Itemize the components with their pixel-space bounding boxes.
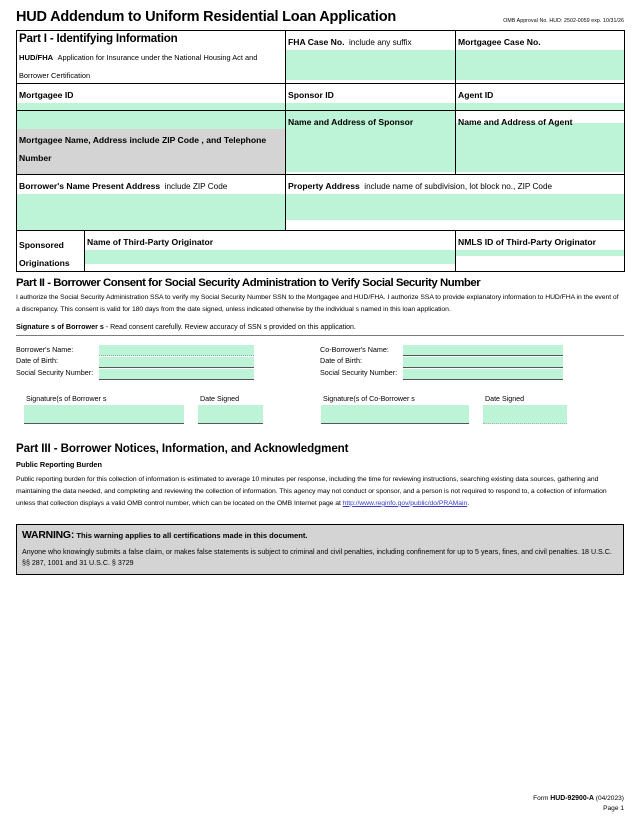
table-row: [17, 175, 625, 231]
prb-text-after-link: .: [467, 499, 470, 507]
mortgagee-name-address-cell[interactable]: [17, 111, 286, 175]
sponsor-name-address-cell[interactable]: [286, 111, 456, 175]
form-date: (04/2023): [593, 795, 624, 803]
mortgagee-name-input[interactable]: [17, 111, 285, 129]
borrower-column: [16, 344, 320, 381]
agent-id-label: Agent ID: [458, 90, 494, 101]
borrower-dob-field-label: Date of Birth:: [16, 356, 58, 366]
public-reporting-burden-paragraph: [16, 474, 624, 509]
fha-case-no-label: FHA Case No.: [288, 36, 345, 47]
prb-text-before-link: Public reporting burden for this collection of information is estimated to average 10 minutes per response, including the time for reviewing instructions, searching existing data sources, gathering and maintaining the data needed, and completing and reviewing the collection of information. This agency may not conduct or sponsor, and a person is not required to respond to, a collection of information unless that collection displays a valid OMB control number, which can be located on the OMB Internet page at: [16, 476, 607, 507]
agent-id-cell[interactable]: [456, 84, 625, 111]
coborrower-signature-label: Signature(s of Co-Borrower s: [323, 394, 415, 403]
coborrower-ssn-field-label: Social Security Number:: [320, 368, 398, 378]
third-party-originator-input[interactable]: [85, 250, 455, 264]
table-row: [17, 111, 625, 175]
agent-name-address-cell[interactable]: [456, 111, 625, 175]
borrower-date-signed-group: [198, 395, 263, 425]
part2-heading: Part II - Borrower Consent for Social Security Administration to Verify Social Security Number: [16, 277, 481, 290]
nmls-id-label: NMLS ID of Third-Party Originator: [458, 237, 596, 248]
nmls-id-cell[interactable]: [456, 231, 625, 272]
coborrower-name-input[interactable]: [403, 345, 563, 356]
agent-id-input[interactable]: [456, 103, 624, 110]
coborrower-field-labels: [320, 344, 403, 381]
mortgagee-id-input[interactable]: [17, 103, 285, 110]
table-row: [17, 84, 625, 111]
warning-box: [16, 524, 624, 576]
coborrower-date-signed-label: Date Signed: [485, 394, 525, 403]
warning-title: WARNING:: [22, 529, 75, 541]
omb-approval-text: OMB Approval No. HUD: 2502-0059 exp. 10/31/26: [503, 17, 624, 24]
coborrower-ssn-input[interactable]: [403, 369, 563, 380]
agent-name-address-label: Name and Address of Agent: [458, 117, 573, 128]
borrower-name-field-label: Borrower's Name:: [16, 344, 74, 354]
warning-heading: [22, 529, 618, 544]
borrower-signature-label: Signature(s of Borrower s: [26, 394, 107, 403]
table-row: [17, 30, 625, 83]
sponsored-originations-table: [16, 230, 625, 272]
borrower-name-input[interactable]: [99, 345, 254, 356]
borrower-date-signed-label: Date Signed: [200, 394, 240, 403]
third-party-originator-label: Name of Third-Party Originator: [87, 237, 214, 248]
fha-case-no-hint: include any suffix: [348, 37, 412, 47]
borrower-dob-input[interactable]: [99, 357, 254, 368]
borrower-ssn-input[interactable]: [99, 369, 254, 380]
document-header: [16, 10, 624, 30]
property-address-hint: include name of subdivision, lot block no., ZIP Code: [364, 182, 553, 192]
coborrower-dob-input[interactable]: [403, 357, 563, 368]
warning-body: Anyone who knowingly submits a false claim, or makes false statements is subject to criminal and civil penalties, including confinement for up to 5 years, fines, and civil penalties. 18 U.S.C. §§ 287, 1001 and 31 U.S.C. § 3729: [22, 548, 612, 568]
sponsor-id-cell[interactable]: [286, 84, 456, 111]
mortgagee-case-no-cell[interactable]: [456, 30, 625, 83]
page-title: HUD Addendum to Uniform Residential Loan Application: [16, 9, 397, 25]
part1-subheading-rest: Application for Insurance under the National Housing Act and Borrower Certification: [19, 53, 258, 81]
part2-signature-note: [16, 322, 624, 336]
borrower-signature-input[interactable]: [24, 405, 184, 424]
agent-name-address-input[interactable]: [456, 123, 624, 172]
borrower-name-present-address-cell[interactable]: [17, 175, 286, 231]
borrower-name-present-address-input[interactable]: [17, 194, 285, 230]
borrower-field-labels: [16, 344, 99, 381]
warning-subtitle: This warning applies to all certifications made in this document.: [76, 530, 308, 540]
page-number: Page 1: [603, 805, 624, 813]
part2-signature-note-rest: - Read consent carefully. Review accuracy of SSN s provided on this application.: [105, 323, 356, 331]
public-reporting-burden-subheading: Public Reporting Burden: [16, 460, 102, 470]
borrower-date-signed-input[interactable]: [198, 405, 263, 424]
form-prefix: Form: [533, 795, 551, 803]
table-row: [17, 231, 625, 272]
part1-heading-cell: [17, 30, 286, 83]
mortgagee-name-address-label: Mortgagee Name, Address include ZIP Code , and Telephone Number: [19, 135, 267, 164]
pramain-link[interactable]: http://www.reginfo.gov/public/do/PRAMain: [342, 499, 468, 507]
nmls-id-input[interactable]: [456, 250, 624, 256]
property-address-cell[interactable]: [286, 175, 625, 231]
borrower-ssn-field-label: Social Security Number:: [16, 368, 94, 378]
sponsored-originations-label-cell: [17, 231, 85, 272]
coborrower-column: [320, 344, 624, 381]
property-address-input[interactable]: [286, 194, 624, 220]
coborrower-dob-field-label: Date of Birth:: [320, 356, 362, 366]
coborrower-field-inputs: [403, 344, 563, 381]
mortgagee-case-no-input[interactable]: [456, 50, 624, 80]
mortgagee-id-label: Mortgagee ID: [19, 90, 74, 101]
coborrower-date-signed-group: [483, 395, 567, 425]
coborrower-signature-group: [321, 395, 469, 425]
borrower-field-inputs: [99, 344, 254, 381]
sponsor-name-address-input[interactable]: [286, 123, 455, 172]
part3-heading: Part III - Borrower Notices, Information, and Acknowledgment: [16, 442, 349, 456]
borrower-identity-fields: [16, 344, 624, 381]
signature-row: [16, 395, 624, 425]
part2-consent-paragraph: I authorize the Social Security Administration SSA to verify my Social Security Number SSN to the Mortgagee and HUD/FHA. I authorize SSA to provide explanatory information to HUD/FHA in the event of a discrepancy. This consent is valid for 180 days from the date signed, unless indicated otherwise by the individual s named in this loan application.: [16, 294, 619, 313]
sponsor-id-input[interactable]: [286, 103, 455, 110]
property-address-label: Property Address: [288, 181, 360, 192]
coborrower-date-signed-input[interactable]: [483, 405, 567, 424]
part1-subheading-bold: HUD/FHA: [19, 53, 54, 63]
fha-case-no-cell[interactable]: [286, 30, 456, 83]
part1-heading: Part I - Identifying Information: [19, 31, 178, 45]
sponsor-id-label: Sponsor ID: [288, 90, 334, 101]
fha-case-no-input[interactable]: [286, 50, 455, 80]
mortgagee-id-cell[interactable]: [17, 84, 286, 111]
form-number-line: [533, 794, 624, 804]
borrower-signature-group: [24, 395, 184, 425]
coborrower-name-field-label: Co-Borrower's Name:: [320, 344, 389, 354]
coborrower-signature-input[interactable]: [321, 405, 469, 424]
part1-identifying-information-table: [16, 30, 625, 231]
borrower-name-label: Borrower's Name Present Address: [19, 181, 161, 192]
sponsored-originations-label: Sponsored Originations: [19, 240, 70, 269]
part2-signature-note-bold: Signature s of Borrower s: [16, 321, 104, 331]
form-number: HUD-92900-A: [550, 795, 594, 803]
third-party-originator-cell[interactable]: [85, 231, 456, 272]
mortgagee-case-no-label: Mortgagee Case No.: [458, 36, 541, 47]
borrower-name-hint: include ZIP Code: [164, 182, 228, 192]
sponsor-name-address-label: Name and Address of Sponsor: [288, 117, 414, 128]
page-footer: [533, 794, 624, 814]
